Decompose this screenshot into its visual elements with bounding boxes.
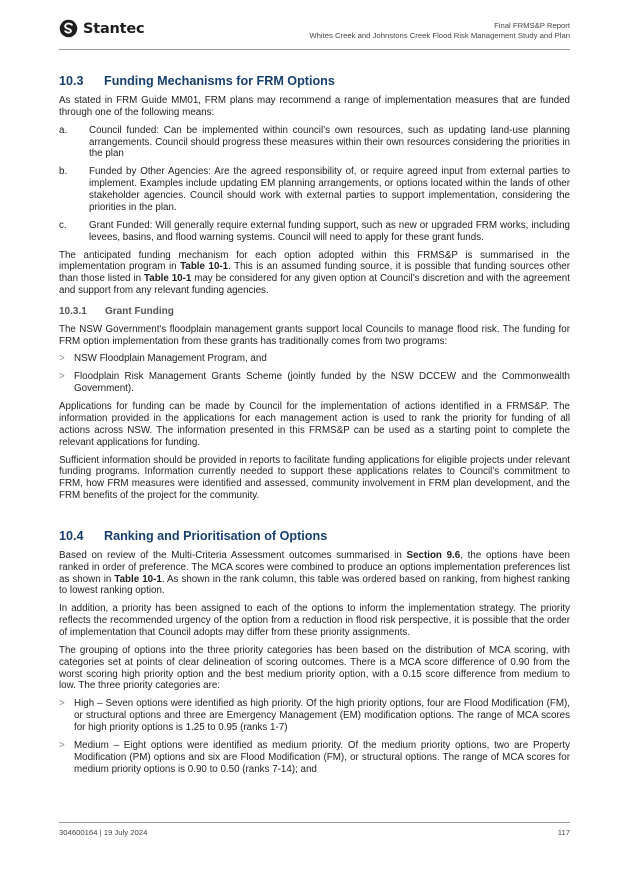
section-spacer xyxy=(59,508,570,529)
chevron-right-icon: > xyxy=(59,371,65,383)
list-item xyxy=(59,166,570,213)
bullet-text: High – Seven options were identified as high priority. Of the high priority options, four are Flood Modification (FM), or structural options and three are Emergency Management (EM) modification options. The range of MCA scores for high priority options is 1.25 to 0.95 (ranks 1-7) xyxy=(74,698,570,733)
paragraph: Applications for funding can be made by Council for the implementation of actions identified in a FRMS&P. The information provided in the applications for each management action is used to rank the priority for funding of all actions across NSW. The information presented in this FRMS&P can be used as a starting point to complete the relevant applications for funding. xyxy=(59,401,570,448)
bullet-item xyxy=(59,698,570,733)
chevron-right-icon: > xyxy=(59,739,65,751)
list-item xyxy=(59,220,570,244)
bullet-text: Medium – Eight options were identified as medium priority. Of the medium priority options, two are Property Modification (PM) options and six are Flood Modification (FM), or structural options. The range of MCA scores for medium priority options is 0.90 to 0.50 (ranks 7-14); and xyxy=(74,739,570,775)
bullet-item xyxy=(59,740,570,775)
bullet-text: Floodplain Risk Management Grants Scheme (jointly funded by the NSW DCCEW and the Commonwealth Government). xyxy=(74,371,570,395)
list-marker: a. xyxy=(59,124,68,136)
paragraph: Sufficient information should be provided in reports to facilitate funding applications for eligible projects under relevant funding programs. Information currently needed to support these applications relates to Council’s commitment to FRM, how FRM measures were identified and assessed, community involvement in FRM plan development, and the FRM benefits of the project for the community. xyxy=(59,454,570,502)
paragraph: The grouping of options into the three priority categories has been based on the distribution of MCA scoring, with categories set at points of clear delineation of scoring outcomes. There is a MCA score difference of 0.90 from the worst scoring high priority option and the best medium priority option, with a 0.15 score difference from medium to low. The three priority categories are: xyxy=(59,644,570,692)
list-item-text: Grant Funded: Will generally require external funding support, such as new or upgraded FRM works, including levees, basins, and flood warning systems. Council will need to apply for these grant funds. xyxy=(89,219,570,243)
table-reference: Table 10-1 xyxy=(180,261,229,273)
section-10-4-heading xyxy=(59,529,570,544)
list-marker: c. xyxy=(59,219,67,231)
paragraph xyxy=(59,250,570,297)
table-reference: Table 10-1 xyxy=(143,273,192,285)
paragraph: In addition, a priority has been assigned to each of the options to inform the implementation strategy. The priority reflects the recommended urgency of the option from a reduction in flood risk perspective, it is possible that the order of implementation that Council adopts may differ from these priority assignments. xyxy=(59,603,570,638)
subsection-title: Grant Funding xyxy=(105,305,174,317)
paragraph xyxy=(59,550,570,597)
main-content xyxy=(59,74,570,781)
report-title: Whites Creek and Johnstons Creek Flood Risk Management Study and Plan xyxy=(309,31,570,40)
chevron-right-icon: > xyxy=(59,353,65,365)
footer-doc-ref: 304600164 | 19 July 2024 xyxy=(59,828,148,837)
section-10-3-heading xyxy=(59,74,570,89)
list-marker: b. xyxy=(59,166,68,178)
report-type: Final FRMS&P Report xyxy=(494,21,570,30)
table-reference: Table 10-1 xyxy=(114,573,162,585)
list-item-text: Council funded: Can be implemented within council’s own resources, such as updating land-use planning arrangements. Council should progress these measures within their own resources considering the priorities in the plan xyxy=(89,124,570,160)
section-10-3-1-heading xyxy=(59,306,570,318)
stantec-logo-icon xyxy=(59,19,78,38)
page-number: 117 xyxy=(557,828,570,837)
section-title: Funding Mechanisms for FRM Options xyxy=(104,74,335,88)
text-run: . This is an assumed funding source, it is possible that funding sources other than those listed in xyxy=(59,261,570,285)
logo-text: Stantec xyxy=(83,20,145,37)
text-run: may be considered for any given option at Council’s discretion and with the agreement and support from any relevant funding agencies. xyxy=(59,273,570,296)
footer-divider xyxy=(59,822,570,823)
paragraph: As stated in FRM Guide MM01, FRM plans may recommend a range of implementation measures that are funded through one of the following means: xyxy=(59,95,570,118)
header-divider xyxy=(59,49,570,50)
section-number: 10.3 xyxy=(59,74,84,88)
subsection-number: 10.3.1 xyxy=(59,305,87,317)
text-run: The anticipated funding mechanism for each option adopted within this FRMS&P is summarised in the implementation program in xyxy=(59,249,570,273)
section-number: 10.4 xyxy=(59,529,84,543)
stantec-logo xyxy=(59,19,144,38)
bullet-text: NSW Floodplain Management Program, and xyxy=(74,353,267,365)
paragraph: The NSW Government's floodplain management grants support local Councils to manage flood risk. The funding for FRM option implementation from these grants has traditionally comes from two programs: xyxy=(59,323,570,347)
list-item-text: Funded by Other Agencies: Are the agreed responsibility of, or require agreed input from external parties to implement. Examples include updating EM planning arrangements, or options located within the lands of other stakeholder agencies. Council should work with external parties to support implementation, considering the priorities in the plan. xyxy=(89,166,570,213)
chevron-right-icon: > xyxy=(59,698,65,710)
text-run: , the options have been ranked in order of preference. The MCA scores were combined to produce an options implementation preferences list as shown in xyxy=(59,550,570,585)
bullet-item xyxy=(59,353,570,365)
text-run: . As shown in the rank column, this table was ordered based on ranking, from highest ranking to lowest ranking option. xyxy=(59,573,570,597)
text-run: Based on review of the Multi-Criteria Assessment outcomes summarised in xyxy=(59,550,407,561)
header-info xyxy=(309,21,570,41)
list-item xyxy=(59,125,570,160)
section-reference: Section 9.6 xyxy=(406,550,461,561)
section-title: Ranking and Prioritisation of Options xyxy=(104,529,328,543)
bullet-item xyxy=(59,371,570,395)
